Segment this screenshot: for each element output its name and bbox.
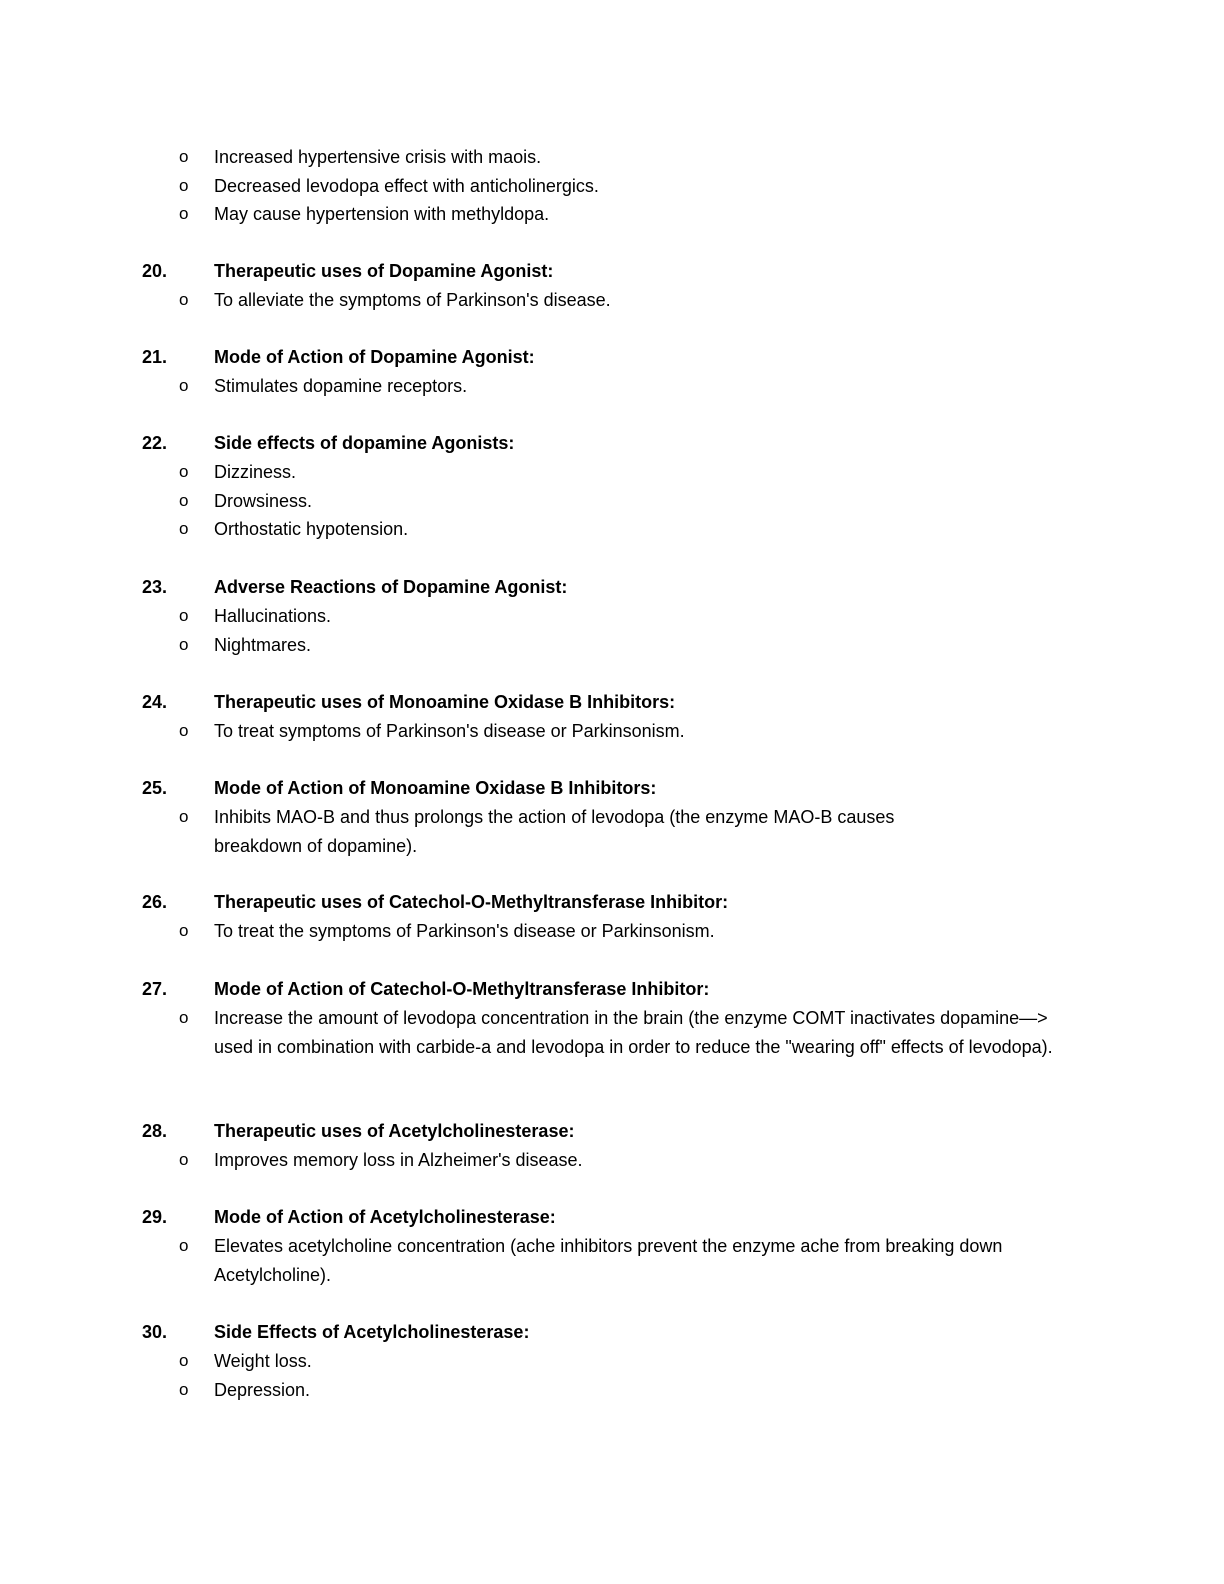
list-item [0,1232,1224,1289]
section-number: 26. [142,892,168,912]
section-title: Side Effects of Acetylcholinesterase: [214,1322,530,1342]
section-number: 21. [142,347,168,367]
list-item [0,143,1224,172]
section-heading [0,1203,1224,1232]
bullet-marker: o [179,1236,189,1255]
section-heading [0,257,1224,286]
section-number: 28. [142,1121,168,1141]
list-item [0,200,1224,229]
section-number: 30. [142,1322,168,1342]
bullet-marker: o [179,462,189,481]
section-27 [0,975,1224,1061]
bullet-text: Decreased levodopa effect with anticholinergics. [214,175,599,196]
bullet-marker: o [179,175,189,195]
bullet-text: Depression. [214,1379,311,1400]
bullet-text: Nightmares. [214,634,312,655]
section-heading [0,429,1224,458]
list-item [0,487,1224,516]
section-title: Mode of Action of Catechol-O-Methyltransferase Inhibitor: [214,979,710,999]
section-number: 29. [142,1207,168,1227]
bullet-marker: o [179,807,189,826]
bullet-text: To alleviate the symptoms of Parkinson's disease. [214,290,611,310]
section-30 [0,1318,1224,1404]
section-21 [0,343,1224,401]
section-number: 24. [142,692,168,712]
section-26 [0,888,1224,946]
section-28 [0,1117,1224,1175]
list-item [0,172,1224,201]
list-item [0,1376,1224,1405]
list-item [0,515,1224,544]
bullet-text: Orthostatic hypotension. [214,519,409,540]
section-title: Mode of Action of Dopamine Agonist: [214,347,535,367]
list-item [0,372,1224,401]
list-item [0,631,1224,660]
section-22 [0,429,1224,544]
bullet-text: Inhibits MAO-B and thus prolongs the action of levodopa (the enzyme MAO-B causes breakdown of dopamine). [214,807,895,856]
bullet-marker: o [179,606,189,625]
section-23 [0,573,1224,659]
bullet-marker: o [179,147,189,166]
bullet-text: Weight loss. [214,1351,312,1371]
section-title: Adverse Reactions of Dopamine Agonist: [214,577,568,597]
list-item [0,602,1224,631]
section-title: Side effects of dopamine Agonists: [214,433,515,453]
intro-bullet-list [0,143,1224,229]
section-heading [0,774,1224,803]
bullet-text: Drowsiness. [214,490,313,511]
section-heading [0,688,1224,717]
section-title: Mode of Action of Acetylcholinesterase: [214,1207,556,1227]
section-heading [0,888,1224,917]
section-number: 25. [142,778,168,798]
list-item [0,917,1224,946]
section-number: 22. [142,433,168,453]
bullet-text: Stimulates dopamine receptors. [214,376,468,396]
list-item [0,1004,1224,1061]
section-number: 20. [142,261,168,281]
section-heading [0,1318,1224,1347]
bullet-marker: o [179,290,189,309]
section-29 [0,1203,1224,1289]
bullet-marker: o [179,519,189,539]
list-item [0,458,1224,487]
section-title: Therapeutic uses of Catechol-O-Methyltransferase Inhibitor: [214,892,729,912]
bullet-marker: o [179,1351,189,1370]
bullet-marker: o [179,204,189,224]
bullet-text: Increased hypertensive crisis with maois. [214,147,542,167]
section-title: Mode of Action of Monoamine Oxidase B Inhibitors: [214,778,657,798]
bullet-marker: o [179,634,189,654]
section-title: Therapeutic uses of Acetylcholinesterase: [214,1121,575,1141]
section-number: 27. [142,979,168,999]
bullet-marker: o [179,921,189,940]
section-title: Therapeutic uses of Dopamine Agonist: [214,261,554,281]
bullet-marker: o [179,1008,189,1027]
section-20 [0,257,1224,315]
section-24 [0,688,1224,746]
section-25 [0,774,1224,860]
bullet-text: To treat symptoms of Parkinson's disease or Parkinsonism. [214,721,685,741]
section-title: Therapeutic uses of Monoamine Oxidase B Inhibitors: [214,692,676,712]
section-heading [0,975,1224,1004]
bullet-text: Hallucinations. [214,606,332,626]
list-item [0,286,1224,315]
bullet-text: Improves memory loss in Alzheimer's disease. [214,1150,583,1170]
bullet-marker: o [179,1150,189,1169]
bullet-marker: o [179,376,189,395]
list-item [0,717,1224,746]
bullet-text: May cause hypertension with methyldopa. [214,204,550,225]
list-item [0,1347,1224,1376]
bullet-marker: o [179,1379,189,1399]
bullet-text: Dizziness. [214,462,297,482]
bullet-text: To treat the symptoms of Parkinson's disease or Parkinsonism. [214,921,715,941]
section-heading [0,343,1224,372]
list-item [0,1146,1224,1175]
section-heading [0,1117,1224,1146]
section-heading [0,573,1224,602]
bullet-text: Elevates acetylcholine concentration (ache inhibitors prevent the enzyme ache from breaking down Acetylcholine). [214,1236,1003,1285]
list-item [0,803,1224,860]
bullet-marker: o [179,490,189,510]
bullet-text: Increase the amount of levodopa concentration in the brain (the enzyme COMT inactivates dopamine—> used in combination with carbide-a and levodopa in order to reduce the "wearing off" effects of levodopa). [214,1008,1053,1057]
bullet-marker: o [179,721,189,740]
section-number: 23. [142,577,168,597]
